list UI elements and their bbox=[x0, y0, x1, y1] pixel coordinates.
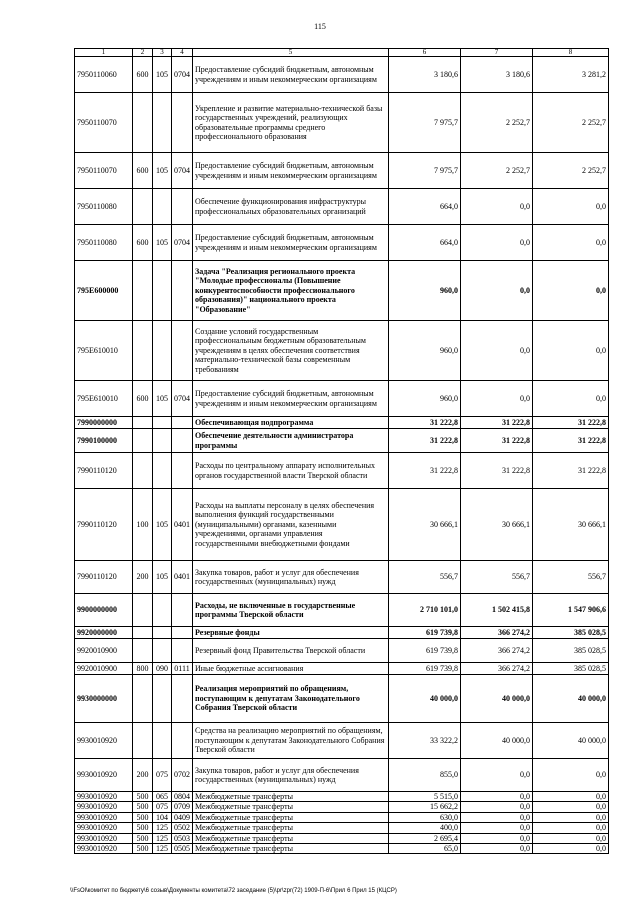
table-row bbox=[75, 489, 609, 561]
row-col-2: 200 bbox=[133, 759, 153, 792]
row-col-3 bbox=[153, 594, 172, 627]
row-col-4: 0505 bbox=[172, 844, 193, 854]
row-value-8: 31 222,8 bbox=[533, 417, 609, 429]
row-code: 7950110080 bbox=[75, 225, 133, 261]
row-value-8: 0,0 bbox=[533, 812, 609, 822]
row-value-7: 0,0 bbox=[461, 759, 533, 792]
row-col-2 bbox=[133, 93, 153, 153]
row-col-2 bbox=[133, 675, 153, 723]
row-col-4 bbox=[172, 639, 193, 663]
row-col-2 bbox=[133, 723, 153, 759]
row-col-4 bbox=[172, 627, 193, 639]
row-code: 9930010920 bbox=[75, 823, 133, 833]
row-col-4 bbox=[172, 93, 193, 153]
row-value-8: 385 028,5 bbox=[533, 663, 609, 675]
row-value-8: 0,0 bbox=[533, 759, 609, 792]
row-code: 9930010920 bbox=[75, 812, 133, 822]
row-col-4: 0401 bbox=[172, 561, 193, 594]
row-value-6: 664,0 bbox=[389, 225, 461, 261]
row-value-6: 31 222,8 bbox=[389, 417, 461, 429]
column-header: 5 bbox=[193, 49, 389, 57]
row-value-6: 960,0 bbox=[389, 261, 461, 321]
row-name: Реализация мероприятий по обращениям, поступающим к депутатам Законодательного Собрания Тверской области bbox=[193, 675, 389, 723]
row-value-8: 385 028,5 bbox=[533, 627, 609, 639]
row-col-2: 500 bbox=[133, 802, 153, 812]
row-value-6: 400,0 bbox=[389, 823, 461, 833]
row-value-7: 30 666,1 bbox=[461, 489, 533, 561]
row-col-4 bbox=[172, 189, 193, 225]
row-value-7: 0,0 bbox=[461, 792, 533, 802]
row-code: 9930010920 bbox=[75, 844, 133, 854]
row-col-2: 600 bbox=[133, 57, 153, 93]
row-value-6: 65,0 bbox=[389, 844, 461, 854]
row-col-2: 200 bbox=[133, 561, 153, 594]
row-col-3: 125 bbox=[153, 844, 172, 854]
table-row bbox=[75, 802, 609, 812]
row-col-2 bbox=[133, 594, 153, 627]
row-value-6: 855,0 bbox=[389, 759, 461, 792]
page-number: 115 bbox=[314, 22, 326, 31]
table-row bbox=[75, 823, 609, 833]
row-value-8: 0,0 bbox=[533, 802, 609, 812]
row-value-7: 0,0 bbox=[461, 802, 533, 812]
table-row bbox=[75, 639, 609, 663]
row-value-7: 40 000,0 bbox=[461, 723, 533, 759]
column-header-row bbox=[75, 49, 609, 57]
row-col-3: 104 bbox=[153, 812, 172, 822]
row-value-6: 15 662,2 bbox=[389, 802, 461, 812]
row-code: 9930010920 bbox=[75, 802, 133, 812]
table-row bbox=[75, 453, 609, 489]
row-value-7: 0,0 bbox=[461, 823, 533, 833]
row-name: Межбюджетные трансферты bbox=[193, 812, 389, 822]
row-col-3 bbox=[153, 453, 172, 489]
row-value-7: 2 252,7 bbox=[461, 153, 533, 189]
row-value-6: 7 975,7 bbox=[389, 93, 461, 153]
table-row bbox=[75, 321, 609, 381]
row-col-2: 600 bbox=[133, 381, 153, 417]
row-name: Обеспечение деятельности администратора программы bbox=[193, 429, 389, 453]
row-value-7: 0,0 bbox=[461, 381, 533, 417]
row-col-4 bbox=[172, 675, 193, 723]
row-col-3 bbox=[153, 639, 172, 663]
row-value-8: 0,0 bbox=[533, 844, 609, 854]
row-value-6: 5 515,0 bbox=[389, 792, 461, 802]
row-col-4: 0804 bbox=[172, 792, 193, 802]
column-header: 8 bbox=[533, 49, 609, 57]
row-value-8: 0,0 bbox=[533, 261, 609, 321]
row-name: Закупка товаров, работ и услуг для обеспечения государственных (муниципальных) нужд bbox=[193, 759, 389, 792]
table-row bbox=[75, 675, 609, 723]
row-value-8: 556,7 bbox=[533, 561, 609, 594]
row-value-8: 0,0 bbox=[533, 225, 609, 261]
row-value-7: 0,0 bbox=[461, 812, 533, 822]
row-value-7: 0,0 bbox=[461, 321, 533, 381]
row-code: 9920000000 bbox=[75, 627, 133, 639]
column-header: 6 bbox=[389, 49, 461, 57]
row-code: 9930010920 bbox=[75, 833, 133, 843]
row-col-4: 0409 bbox=[172, 812, 193, 822]
row-col-4 bbox=[172, 453, 193, 489]
row-code: 9930010920 bbox=[75, 723, 133, 759]
row-value-7: 0,0 bbox=[461, 189, 533, 225]
row-value-6: 40 000,0 bbox=[389, 675, 461, 723]
row-value-6: 556,7 bbox=[389, 561, 461, 594]
table-row bbox=[75, 723, 609, 759]
row-value-8: 31 222,8 bbox=[533, 429, 609, 453]
row-value-8: 0,0 bbox=[533, 823, 609, 833]
row-value-7: 40 000,0 bbox=[461, 675, 533, 723]
table-row bbox=[75, 153, 609, 189]
row-name: Закупка товаров, работ и услуг для обеспечения государственных (муниципальных) нужд bbox=[193, 561, 389, 594]
row-col-2: 500 bbox=[133, 833, 153, 843]
row-col-3 bbox=[153, 321, 172, 381]
row-col-3 bbox=[153, 93, 172, 153]
row-value-8: 0,0 bbox=[533, 381, 609, 417]
table-row bbox=[75, 627, 609, 639]
column-header: 4 bbox=[172, 49, 193, 57]
row-col-3: 075 bbox=[153, 759, 172, 792]
column-header: 2 bbox=[133, 49, 153, 57]
row-value-6: 7 975,7 bbox=[389, 153, 461, 189]
row-value-6: 960,0 bbox=[389, 381, 461, 417]
column-header: 1 bbox=[75, 49, 133, 57]
row-value-6: 2 695,4 bbox=[389, 833, 461, 843]
row-col-4 bbox=[172, 723, 193, 759]
row-value-6: 619 739,8 bbox=[389, 627, 461, 639]
row-value-6: 31 222,8 bbox=[389, 453, 461, 489]
table-row bbox=[75, 381, 609, 417]
row-value-8: 40 000,0 bbox=[533, 675, 609, 723]
row-code: 795E600000 bbox=[75, 261, 133, 321]
row-name: Резервные фонды bbox=[193, 627, 389, 639]
row-col-3: 105 bbox=[153, 225, 172, 261]
row-value-6: 33 322,2 bbox=[389, 723, 461, 759]
row-value-6: 619 739,8 bbox=[389, 639, 461, 663]
row-value-8: 0,0 bbox=[533, 833, 609, 843]
row-col-4: 0704 bbox=[172, 381, 193, 417]
row-value-8: 385 028,5 bbox=[533, 639, 609, 663]
row-value-6: 30 666,1 bbox=[389, 489, 461, 561]
table-row bbox=[75, 792, 609, 802]
row-col-4 bbox=[172, 417, 193, 429]
table-row bbox=[75, 812, 609, 822]
row-value-7: 31 222,8 bbox=[461, 429, 533, 453]
row-name: Предоставление субсидий бюджетным, автономным учреждениям и иным некоммерческим организациям bbox=[193, 225, 389, 261]
table-row bbox=[75, 261, 609, 321]
row-col-2 bbox=[133, 189, 153, 225]
row-value-8: 3 281,2 bbox=[533, 57, 609, 93]
row-name: Расходы по центральному аппарату исполнительных органов государственной власти Тверской области bbox=[193, 453, 389, 489]
row-col-4: 0704 bbox=[172, 225, 193, 261]
column-header: 7 bbox=[461, 49, 533, 57]
table-row bbox=[75, 759, 609, 792]
table-row bbox=[75, 833, 609, 843]
row-code: 9900000000 bbox=[75, 594, 133, 627]
row-name: Межбюджетные трансферты bbox=[193, 844, 389, 854]
row-col-4: 0704 bbox=[172, 57, 193, 93]
row-col-2: 500 bbox=[133, 844, 153, 854]
row-col-3: 065 bbox=[153, 792, 172, 802]
row-col-4: 0704 bbox=[172, 153, 193, 189]
row-name: Резервный фонд Правительства Тверской области bbox=[193, 639, 389, 663]
row-name: Расходы, не включенные в государственные программы Тверской области bbox=[193, 594, 389, 627]
row-code: 7990110120 bbox=[75, 561, 133, 594]
row-col-3 bbox=[153, 261, 172, 321]
row-col-3: 105 bbox=[153, 489, 172, 561]
budget-table bbox=[74, 48, 609, 854]
row-code: 7990110120 bbox=[75, 489, 133, 561]
row-code: 7990000000 bbox=[75, 417, 133, 429]
row-col-3: 105 bbox=[153, 561, 172, 594]
row-code: 9930010920 bbox=[75, 759, 133, 792]
row-value-8: 30 666,1 bbox=[533, 489, 609, 561]
row-col-4: 0709 bbox=[172, 802, 193, 812]
table-row bbox=[75, 663, 609, 675]
row-code: 7950110080 bbox=[75, 189, 133, 225]
table-row bbox=[75, 189, 609, 225]
row-col-2: 600 bbox=[133, 225, 153, 261]
row-col-3 bbox=[153, 675, 172, 723]
row-col-2: 100 bbox=[133, 489, 153, 561]
column-header: 3 bbox=[153, 49, 172, 57]
row-name: Предоставление субсидий бюджетным, автономным учреждениям и иным некоммерческим организациям bbox=[193, 381, 389, 417]
row-col-2: 800 bbox=[133, 663, 153, 675]
row-value-7: 2 252,7 bbox=[461, 93, 533, 153]
row-code: 9920010900 bbox=[75, 639, 133, 663]
row-col-3 bbox=[153, 429, 172, 453]
row-col-2 bbox=[133, 261, 153, 321]
row-name: Предоставление субсидий бюджетным, автономным учреждениям и иным некоммерческим организациям bbox=[193, 57, 389, 93]
row-value-8: 0,0 bbox=[533, 189, 609, 225]
row-name: Расходы на выплаты персоналу в целях обеспечения выполнения функций государственными (муниципальными) органами, казенными учреждениями, органами управления государственными внебюджетными фондами bbox=[193, 489, 389, 561]
row-col-3 bbox=[153, 723, 172, 759]
row-col-4 bbox=[172, 429, 193, 453]
row-col-4 bbox=[172, 261, 193, 321]
row-code: 795E610010 bbox=[75, 381, 133, 417]
row-value-8: 31 222,8 bbox=[533, 453, 609, 489]
row-name: Создание условий государственным профессиональным бюджетным образовательным учреждениям в целях обеспечения соответствия материально-технической базы современным требованиям bbox=[193, 321, 389, 381]
row-code: 7990100000 bbox=[75, 429, 133, 453]
row-value-6: 960,0 bbox=[389, 321, 461, 381]
row-code: 7950110070 bbox=[75, 93, 133, 153]
row-col-2 bbox=[133, 627, 153, 639]
row-col-2 bbox=[133, 429, 153, 453]
row-col-3: 105 bbox=[153, 153, 172, 189]
row-col-3: 125 bbox=[153, 823, 172, 833]
table-row bbox=[75, 93, 609, 153]
row-value-6: 2 710 101,0 bbox=[389, 594, 461, 627]
table-row bbox=[75, 594, 609, 627]
row-name: Предоставление субсидий бюджетным, автономным учреждениям и иным некоммерческим организациям bbox=[193, 153, 389, 189]
row-col-2 bbox=[133, 321, 153, 381]
row-value-7: 3 180,6 bbox=[461, 57, 533, 93]
row-name: Межбюджетные трансферты bbox=[193, 792, 389, 802]
row-name: Средства на реализацию мероприятий по обращениям, поступающим к депутатам Законодательного Собрания Тверской области bbox=[193, 723, 389, 759]
row-code: 795E610010 bbox=[75, 321, 133, 381]
table-row bbox=[75, 417, 609, 429]
row-name: Укрепление и развитие материально-технической базы государственных учреждений, реализующих образовательные программы среднего профессионального образования bbox=[193, 93, 389, 153]
row-col-2: 500 bbox=[133, 823, 153, 833]
row-code: 7950110070 bbox=[75, 153, 133, 189]
row-col-3: 105 bbox=[153, 381, 172, 417]
row-name: Обеспечение функционирования инфраструктуры профессиональных образовательных организаций bbox=[193, 189, 389, 225]
row-col-2: 500 bbox=[133, 812, 153, 822]
row-name: Иные бюджетные ассигнования bbox=[193, 663, 389, 675]
row-value-6: 630,0 bbox=[389, 812, 461, 822]
row-col-2: 600 bbox=[133, 153, 153, 189]
row-value-8: 0,0 bbox=[533, 321, 609, 381]
row-value-7: 366 274,2 bbox=[461, 663, 533, 675]
row-col-2 bbox=[133, 417, 153, 429]
row-col-4: 0702 bbox=[172, 759, 193, 792]
row-col-2: 500 bbox=[133, 792, 153, 802]
row-value-6: 664,0 bbox=[389, 189, 461, 225]
row-value-8: 2 252,7 bbox=[533, 93, 609, 153]
row-col-3 bbox=[153, 627, 172, 639]
row-col-2 bbox=[133, 639, 153, 663]
row-value-7: 31 222,8 bbox=[461, 417, 533, 429]
footer-file-path: \\FsOl\комитет по бюджету\6 созыв\Документы комитета\72 заседание (5)\pr\zpr(72) 1909-П-6\Прил 6 Прил 15 (КЦСР) bbox=[70, 888, 397, 894]
row-value-6: 619 739,8 bbox=[389, 663, 461, 675]
row-value-7: 1 502 415,8 bbox=[461, 594, 533, 627]
row-col-4: 0401 bbox=[172, 489, 193, 561]
row-value-8: 40 000,0 bbox=[533, 723, 609, 759]
row-value-6: 3 180,6 bbox=[389, 57, 461, 93]
row-name: Межбюджетные трансферты bbox=[193, 833, 389, 843]
row-value-8: 0,0 bbox=[533, 792, 609, 802]
row-col-3: 125 bbox=[153, 833, 172, 843]
row-value-7: 0,0 bbox=[461, 833, 533, 843]
row-code: 7990110120 bbox=[75, 453, 133, 489]
row-code: 9930000000 bbox=[75, 675, 133, 723]
row-value-6: 31 222,8 bbox=[389, 429, 461, 453]
row-value-7: 0,0 bbox=[461, 261, 533, 321]
row-name: Обеспечивающая подпрограмма bbox=[193, 417, 389, 429]
row-col-3: 075 bbox=[153, 802, 172, 812]
row-col-4 bbox=[172, 594, 193, 627]
row-col-2 bbox=[133, 453, 153, 489]
row-code: 7950110060 bbox=[75, 57, 133, 93]
row-col-4: 0111 bbox=[172, 663, 193, 675]
row-value-7: 366 274,2 bbox=[461, 639, 533, 663]
row-name: Межбюджетные трансферты bbox=[193, 802, 389, 812]
row-col-4: 0502 bbox=[172, 823, 193, 833]
table-row bbox=[75, 429, 609, 453]
row-col-3 bbox=[153, 189, 172, 225]
row-value-7: 31 222,8 bbox=[461, 453, 533, 489]
row-value-7: 0,0 bbox=[461, 844, 533, 854]
row-value-7: 556,7 bbox=[461, 561, 533, 594]
row-value-7: 366 274,2 bbox=[461, 627, 533, 639]
row-name: Межбюджетные трансферты bbox=[193, 823, 389, 833]
table-row bbox=[75, 561, 609, 594]
row-value-7: 0,0 bbox=[461, 225, 533, 261]
row-name: Задача "Реализация регионального проекта "Молодые профессионалы (Повышение конкурентоспособности профессионального образования)" национального проекта "Образование" bbox=[193, 261, 389, 321]
row-col-4 bbox=[172, 321, 193, 381]
row-value-8: 1 547 906,6 bbox=[533, 594, 609, 627]
table-row bbox=[75, 57, 609, 93]
table-body bbox=[75, 57, 609, 854]
row-value-8: 2 252,7 bbox=[533, 153, 609, 189]
row-col-3 bbox=[153, 417, 172, 429]
row-col-3: 105 bbox=[153, 57, 172, 93]
row-col-3: 090 bbox=[153, 663, 172, 675]
row-code: 9920010900 bbox=[75, 663, 133, 675]
table-row bbox=[75, 225, 609, 261]
row-code: 9930010920 bbox=[75, 792, 133, 802]
row-col-4: 0503 bbox=[172, 833, 193, 843]
table-row bbox=[75, 844, 609, 854]
